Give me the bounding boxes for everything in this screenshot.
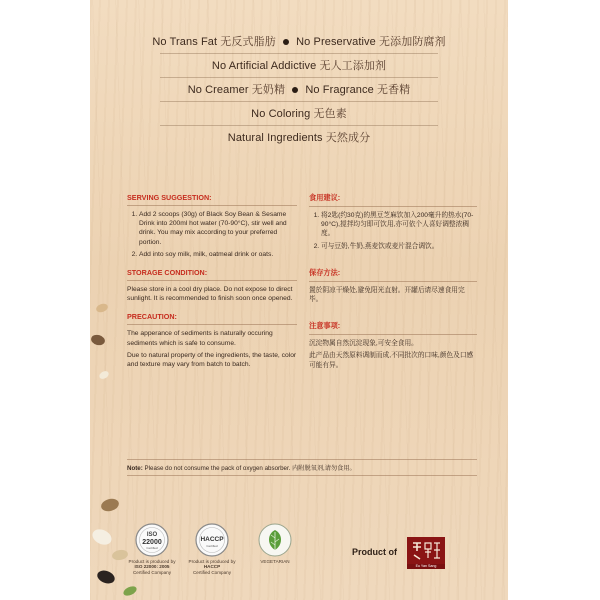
haccp-caption-1: Product is produced by xyxy=(188,559,236,564)
haccp-top: HACCP xyxy=(200,536,224,543)
leaf-icon xyxy=(258,523,292,557)
storage-paragraph-en: Please store in a cool dry place. Do not expose to direct sunlight. It is recommended to finish soon once opened. xyxy=(127,286,293,303)
note-text: Please do not consume the pack of oxygen absorber. 内附脱氧剂,请勿食用。 xyxy=(144,465,356,472)
serving-text-en xyxy=(127,210,297,259)
haccp-sub: Certified xyxy=(206,544,218,548)
claim-zh: 天然成分 xyxy=(325,132,371,144)
wood-panel xyxy=(90,0,508,600)
claim-zh: 无奶精 xyxy=(251,84,286,96)
serving-text-zh xyxy=(309,211,477,251)
haccp-caption-3: Certified Company xyxy=(192,569,232,575)
claim-zh: 无人工添加剂 xyxy=(319,60,387,72)
haccp-caption-2: HACCP xyxy=(203,564,221,570)
claim-zh: 无色素 xyxy=(313,108,347,120)
bullet-dot-icon xyxy=(292,87,298,93)
storage-paragraph-zh: 置於阴凉干燥处,避免阳光直射。开罐后请尽速食用完毕。 xyxy=(309,286,465,304)
claim-line-2 xyxy=(90,54,508,78)
brand-name: Eu Yan Sang xyxy=(407,564,445,569)
precaution-paragraph-zh: 此产品由天然原料调制而成,不同批次的口味,颜色及口感可能有异。 xyxy=(309,352,474,369)
chinese-column xyxy=(309,193,477,373)
precaution-text-zh xyxy=(309,339,477,370)
storage-title-en: STORAGE CONDITION: xyxy=(127,268,297,281)
serving-step-zh: 2. 可与豆奶,牛奶,燕麦饮或麦片混合调饮。 xyxy=(321,242,477,251)
serving-step-en: 1. Add 2 scoops (30g) of Black Soy Bean & Sesame Drink into 200ml hot water (70-90°C), stir well and drink. You may mix according to your preferred portion. xyxy=(139,210,297,247)
brand-logo xyxy=(407,537,445,569)
precaution-title-zh: 注意事项: xyxy=(309,321,477,335)
iso-caption-3: Certified Company xyxy=(132,569,172,575)
claim-en: No Creamer xyxy=(187,84,249,96)
storage-title-zh: 保存方法: xyxy=(309,268,477,282)
claim-en: Natural Ingredients xyxy=(227,132,323,144)
iso-number: 22000 xyxy=(142,539,162,546)
precaution-text-en xyxy=(127,329,297,369)
claim-en: No Coloring xyxy=(251,108,311,120)
note-label: Note: xyxy=(127,465,143,472)
precaution-paragraph-zh: 沉淀物属自然沉淀现象,可安全食用。 xyxy=(309,340,418,348)
claim-zh: 无香精 xyxy=(376,84,411,96)
claim-line-3 xyxy=(90,78,508,102)
claim-line-4 xyxy=(90,102,508,126)
claim-en: No Trans Fat xyxy=(152,36,218,48)
claim-zh: 无添加防腐剂 xyxy=(379,36,446,48)
bullet-dot-icon xyxy=(283,39,289,45)
serving-step-en: 2. Add into soy milk, milk, oatmeal drink or oats. xyxy=(139,250,297,259)
storage-text-zh xyxy=(309,286,477,304)
serving-title-zh: 食用建议: xyxy=(309,193,477,207)
english-column xyxy=(127,193,297,372)
vegetarian-logo xyxy=(245,523,305,564)
storage-text-en xyxy=(127,285,297,303)
precaution-title-en: PRECAUTION: xyxy=(127,312,297,325)
claim-en: No Artificial Addictive xyxy=(211,60,317,72)
eu-yan-sang-logo-icon xyxy=(407,537,445,564)
claim-line-5 xyxy=(90,126,508,150)
product-of-label: Product of xyxy=(352,547,397,557)
claims-list xyxy=(90,30,508,150)
claim-line-1 xyxy=(90,30,508,54)
haccp-caption xyxy=(182,559,242,575)
serving-title-en: SERVING SUGGESTION: xyxy=(127,193,297,206)
haccp-badge-icon xyxy=(195,523,229,557)
precaution-paragraph-en: Due to natural property of the ingredients, the taste, color and texture may vary from batch to batch. xyxy=(127,351,297,369)
iso-caption-1: Product is produced by xyxy=(128,559,176,564)
note-line xyxy=(127,459,477,476)
iso-sub: Certified xyxy=(146,546,158,550)
haccp-logo xyxy=(182,523,242,575)
seeds-decoration-icon xyxy=(82,300,122,390)
claim-zh: 无反式脂肪 xyxy=(220,36,276,48)
iso-caption-2: ISO 22000: 2005 xyxy=(134,564,170,570)
precaution-paragraph-en: The apperance of sediments is naturally occuring sediments which is safe to consume. xyxy=(127,330,273,347)
vegetarian-caption: VEGETARIAN xyxy=(260,559,290,564)
claim-en: No Fragrance xyxy=(305,84,374,96)
beans-decoration-icon xyxy=(90,495,150,600)
claim-en: No Preservative xyxy=(296,36,376,48)
iso-top: ISO xyxy=(146,532,158,538)
serving-step-zh: 1. 将2匙(约30克)的黑豆芝麻饮加入200毫升的热水(70-90°C),搅拌均匀即可饮用,亦可依个人喜好调整浓稠度。 xyxy=(321,211,477,239)
certification-row xyxy=(90,523,508,600)
